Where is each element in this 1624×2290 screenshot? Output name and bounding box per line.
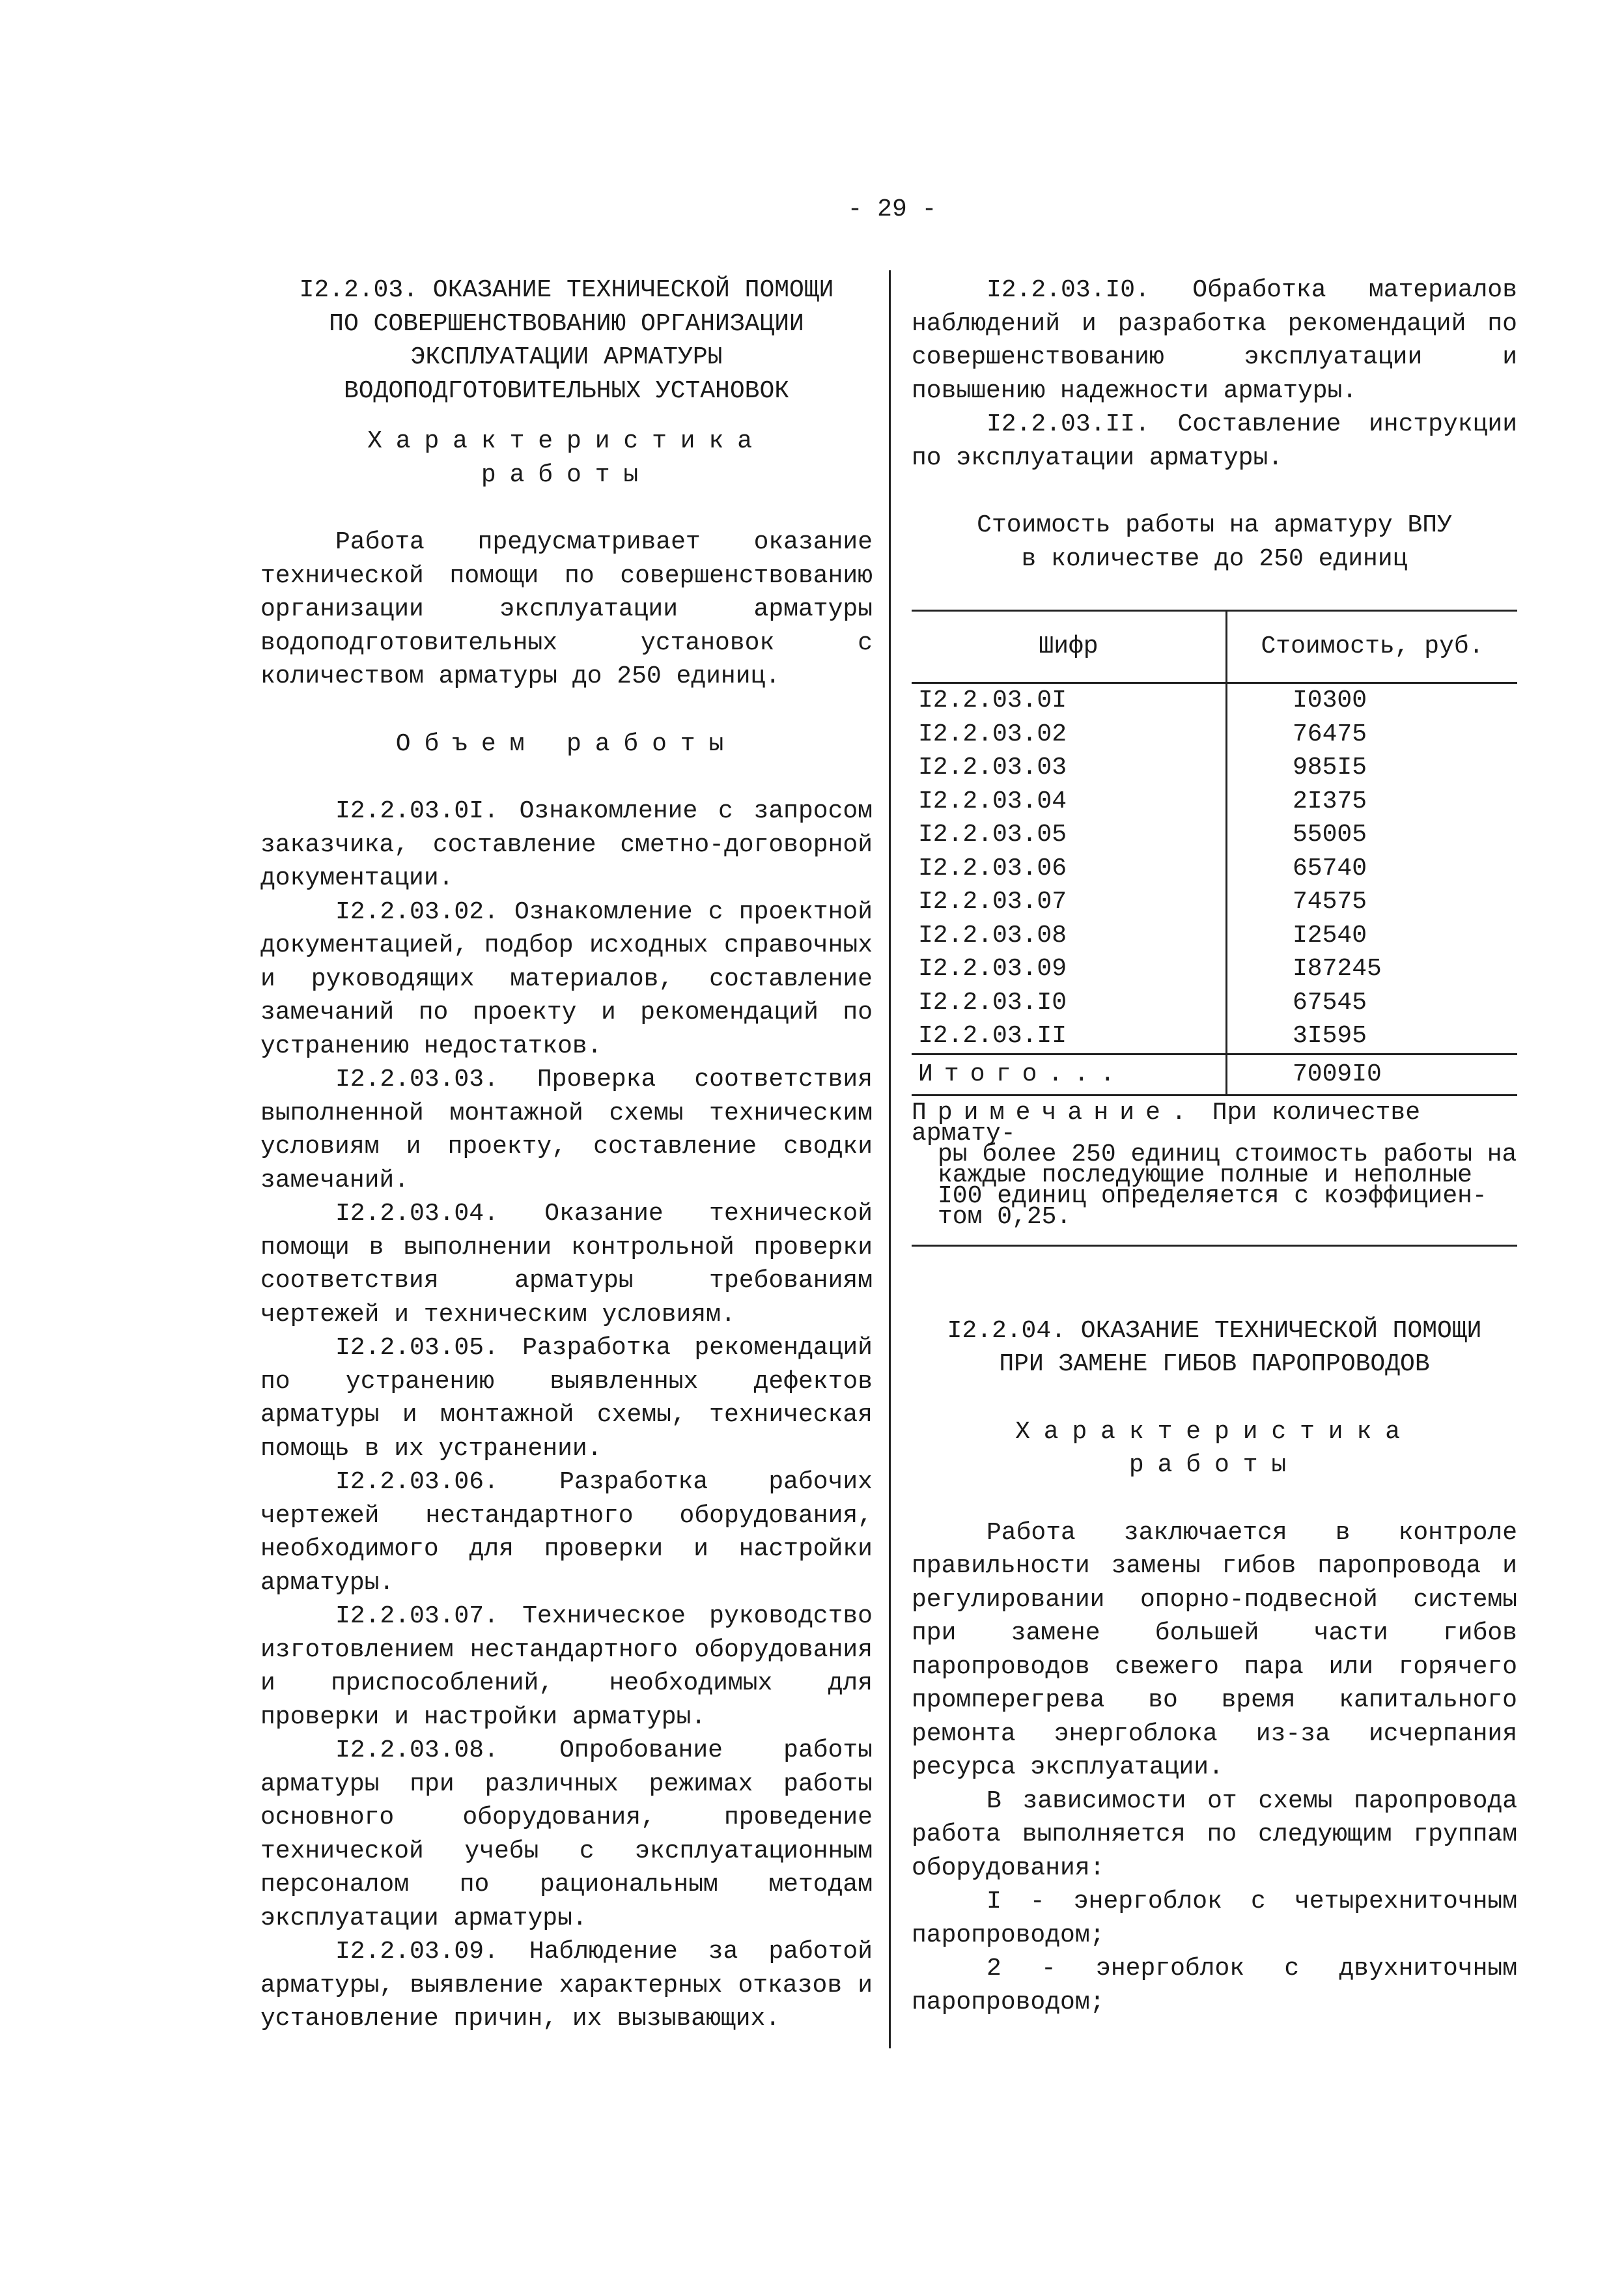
section-heading xyxy=(260,274,873,408)
work-item: I2.2.03.03. Проверка соответствия выполненной монтажной схемы техническим условиям и проекту, составление сводки замечаний. xyxy=(260,1066,873,1194)
cost-table xyxy=(912,610,1517,1096)
right-column xyxy=(912,274,1517,2019)
cell-cost: I2540 xyxy=(1293,921,1367,950)
note-line: том 0,25. xyxy=(938,1202,1072,1231)
volume-title: Объем работы xyxy=(395,729,738,758)
table-total-row xyxy=(912,1054,1517,1095)
paragraph: В зависимости от схемы паропровода работа выполняется по следующим группам оборудования: xyxy=(912,1787,1517,1882)
cell-code: I2.2.03.II xyxy=(912,1019,1227,1054)
cell-cost: 74575 xyxy=(1293,888,1367,916)
work-item: I2.2.03.0I. Ознакомление с запросом заказчика, составление сметно-договорной документации. xyxy=(260,797,873,892)
table-row xyxy=(912,885,1517,919)
column-header-code: Шифр xyxy=(912,611,1227,683)
left-column xyxy=(260,274,873,2036)
work-item: I2.2.03.04. Оказание технической помощи в выполнении контрольной проверки соответствия арматуры требованиям чертежей и техническим условиям. xyxy=(260,1200,873,1329)
characteristic-title: Характеристика xyxy=(367,427,766,455)
cell-code: I2.2.03.05 xyxy=(912,818,1227,852)
cell-code: I2.2.03.I0 xyxy=(912,986,1227,1020)
characteristic-title: Характеристика xyxy=(1015,1417,1414,1446)
cell-code: I2.2.03.06 xyxy=(912,852,1227,886)
cell-code: I2.2.03.02 xyxy=(912,718,1227,752)
total-label: Итого... xyxy=(912,1054,1227,1095)
table-row xyxy=(912,785,1517,819)
table-row xyxy=(912,1019,1517,1054)
work-item: I2.2.03.05. Разработка рекомендаций по устранению выявленных дефектов арматуры и монтажной схемы, техническая помощь в их устранении. xyxy=(260,1334,873,1463)
cell-cost: 985I5 xyxy=(1293,754,1367,782)
cell-code: I2.2.03.08 xyxy=(912,919,1227,953)
table-subtitle: в количестве до 250 единиц xyxy=(1021,544,1408,573)
cell-cost: 2I375 xyxy=(1293,787,1367,815)
cell-cost: 67545 xyxy=(1293,988,1367,1017)
heading-line: I2.2.03. ОКАЗАНИЕ ТЕХНИЧЕСКОЙ ПОМОЩИ xyxy=(299,276,834,304)
table-row xyxy=(912,852,1517,886)
work-item: I2.2.03.06. Разработка рабочих чертежей нестандартного оборудования, необходимого для проверки и настройки арматуры. xyxy=(260,1468,873,1597)
paragraph: I - энергоблок с четырехниточным паропроводом; xyxy=(912,1887,1517,1949)
cell-cost: 65740 xyxy=(1293,854,1367,883)
work-item: I2.2.03.09. Наблюдение за работой арматуры, выявление характерных отказов и установление причин, их вызывающих. xyxy=(260,1938,873,2033)
note-line: ры более 250 единиц стоимость работы на xyxy=(938,1140,1517,1168)
table-title: Стоимость работы на арматуру ВПУ xyxy=(977,511,1452,539)
note-line: каждые последующие полные и неполные xyxy=(938,1161,1472,1189)
total-value: 7009I0 xyxy=(1227,1054,1518,1095)
table-row xyxy=(912,683,1517,718)
table-row xyxy=(912,986,1517,1020)
work-item: I2.2.03.I0. Обработка материалов наблюдений и разработка рекомендаций по совершенствованию эксплуатации и повышению надежности арматуры. xyxy=(912,276,1517,405)
characteristic-subtitle: работы xyxy=(481,460,652,489)
cell-code: I2.2.03.07 xyxy=(912,885,1227,919)
cell-code: I2.2.03.0I xyxy=(912,683,1227,718)
cell-cost: I0300 xyxy=(1293,686,1367,714)
cell-code: I2.2.03.04 xyxy=(912,785,1227,819)
cell-cost: 76475 xyxy=(1293,720,1367,748)
heading-line: I2.2.04. ОКАЗАНИЕ ТЕХНИЧЕСКОЙ ПОМОЩИ xyxy=(947,1316,1482,1345)
heading-line: ПРИ ЗАМЕНЕ ГИБОВ ПАРОПРОВОДОВ xyxy=(999,1350,1430,1378)
heading-line: ВОДОПОДГОТОВИТЕЛЬНЫХ УСТАНОВОК xyxy=(343,376,790,405)
heading-line: ПО СОВЕРШЕНСТВОВАНИЮ ОРГАНИЗАЦИИ xyxy=(329,309,804,338)
note-line: I00 единиц определяется с коэффициен- xyxy=(938,1181,1487,1210)
table-header-row xyxy=(912,611,1517,683)
work-item: I2.2.03.02. Ознакомление с проектной документацией, подбор исходных справочных и руководящих материалов, составление замечаний по проекту и рекомендаций по устранению недостатков. xyxy=(260,898,873,1060)
work-item: I2.2.03.II. Составление инструкции по эксплуатации арматуры. xyxy=(912,410,1517,472)
table-row xyxy=(912,919,1517,953)
characteristic-subtitle: работы xyxy=(1128,1451,1300,1479)
cell-cost: 3I595 xyxy=(1293,1022,1367,1050)
column-header-cost: Стоимость, руб. xyxy=(1227,611,1518,683)
section-heading-2 xyxy=(912,1314,1517,1381)
page-number: - 29 - xyxy=(847,195,937,223)
table-row xyxy=(912,952,1517,986)
work-item: I2.2.03.08. Опробование работы арматуры при различных режимах работы основного оборудования, проведение технической учебы с эксплуатационным персоналом по рациональным методам эксплуатации арматуры. xyxy=(260,1736,873,1932)
cell-cost: 55005 xyxy=(1293,821,1367,849)
table-note xyxy=(912,1098,1517,1247)
column-divider xyxy=(889,270,891,2048)
cell-code: I2.2.03.03 xyxy=(912,751,1227,785)
table-row xyxy=(912,718,1517,752)
work-item: I2.2.03.07. Техническое руководство изготовлением нестандартного оборудования и приспособлений, необходимых для проверки и настройки арматуры. xyxy=(260,1602,873,1731)
note-label: Примечание. xyxy=(912,1098,1197,1127)
paragraph: Работа заключается в контроле правильности замены гибов паропровода и регулировании опорно-подвесной системы при замене большей части гибов паропроводов свежего пара или горячего промперегрева во время капитального ремонта энергоблока из-за исчерпания ресурса эксплуатации. xyxy=(912,1518,1517,1781)
paragraph: 2 - энергоблок с двухниточным паропроводом; xyxy=(912,1955,1517,2016)
characteristic-text: Работа предусматривает оказание технической помощи по совершенствованию организации эксплуатации арматуры водоподготовительных установок с количеством арматуры до 250 единиц. xyxy=(260,528,873,690)
cell-cost: I87245 xyxy=(1293,955,1382,983)
note-line: При количестве армату- xyxy=(912,1098,1421,1148)
heading-line: ЭКСПЛУАТАЦИИ АРМАТУРЫ xyxy=(410,343,723,371)
table-row xyxy=(912,818,1517,852)
cell-code: I2.2.03.09 xyxy=(912,952,1227,986)
table-row xyxy=(912,751,1517,785)
